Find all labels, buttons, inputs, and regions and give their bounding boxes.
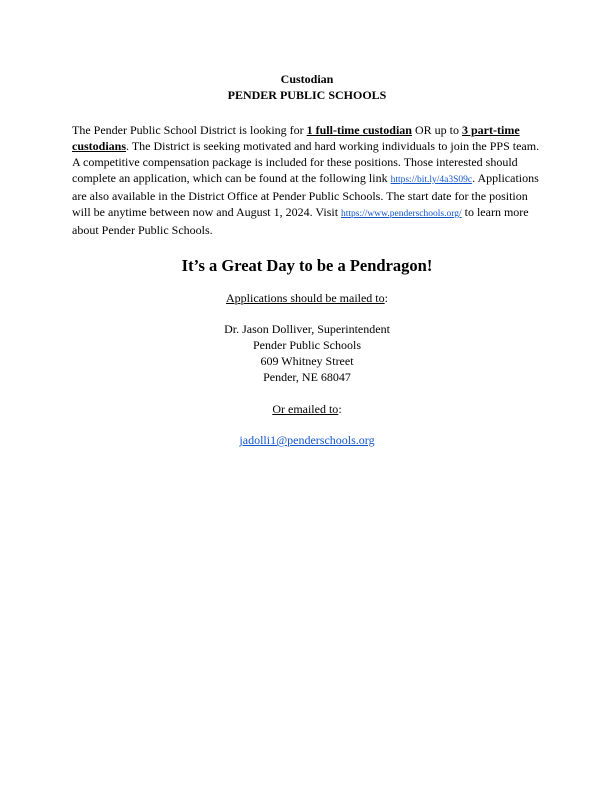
desc-text-3: . The District is seeking motivated and hard working individuals to join the PPS team. A competitive compensation package is included for these positions. Those interested should complete an application, which can be found at the following link — [72, 139, 540, 185]
recipient-name: Dr. Jason Dolliver, Superintendent — [224, 322, 390, 336]
recipient-org: Pender Public Schools — [253, 338, 361, 352]
mail-heading-text: Applications should be mailed to — [226, 291, 385, 305]
full-time-highlight: 1 full-time custodian — [306, 123, 412, 137]
email-heading — [72, 401, 542, 417]
desc-text-1: The Pender Public School District is looking for — [72, 123, 307, 137]
recipient-street: 609 Whitney Street — [260, 354, 354, 368]
document-page — [72, 71, 542, 448]
mail-heading-colon: : — [384, 291, 388, 305]
application-link[interactable]: https://bit.ly/4a3S09c — [390, 175, 473, 185]
desc-text-2: OR up to — [411, 123, 462, 137]
desc-text-5: to learn more about Pender Public Schools. — [72, 205, 529, 237]
email-line — [72, 432, 542, 448]
website-link[interactable]: https://www.penderschools.org/ — [341, 209, 462, 219]
job-title: Custodian — [280, 72, 334, 86]
email-heading-text: Or emailed to — [272, 402, 339, 416]
recipient-city: Pender, NE 68047 — [263, 370, 351, 384]
slogan: It’s a Great Day to be a Pendragon! — [181, 256, 433, 275]
part-time-highlight: 3 part-time custodians — [72, 123, 520, 153]
district-name: PENDER PUBLIC SCHOOLS — [227, 88, 387, 102]
mail-heading — [72, 290, 542, 306]
email-link[interactable]: jadolli1@penderschools.org — [239, 433, 375, 447]
job-description — [72, 122, 542, 238]
email-heading-colon: : — [338, 402, 342, 416]
desc-text-4: . Applications are also available in the District Office at Pender Public Schools. The start date for the position will be anytime between now and August 1, 2024. Visit — [72, 171, 539, 219]
